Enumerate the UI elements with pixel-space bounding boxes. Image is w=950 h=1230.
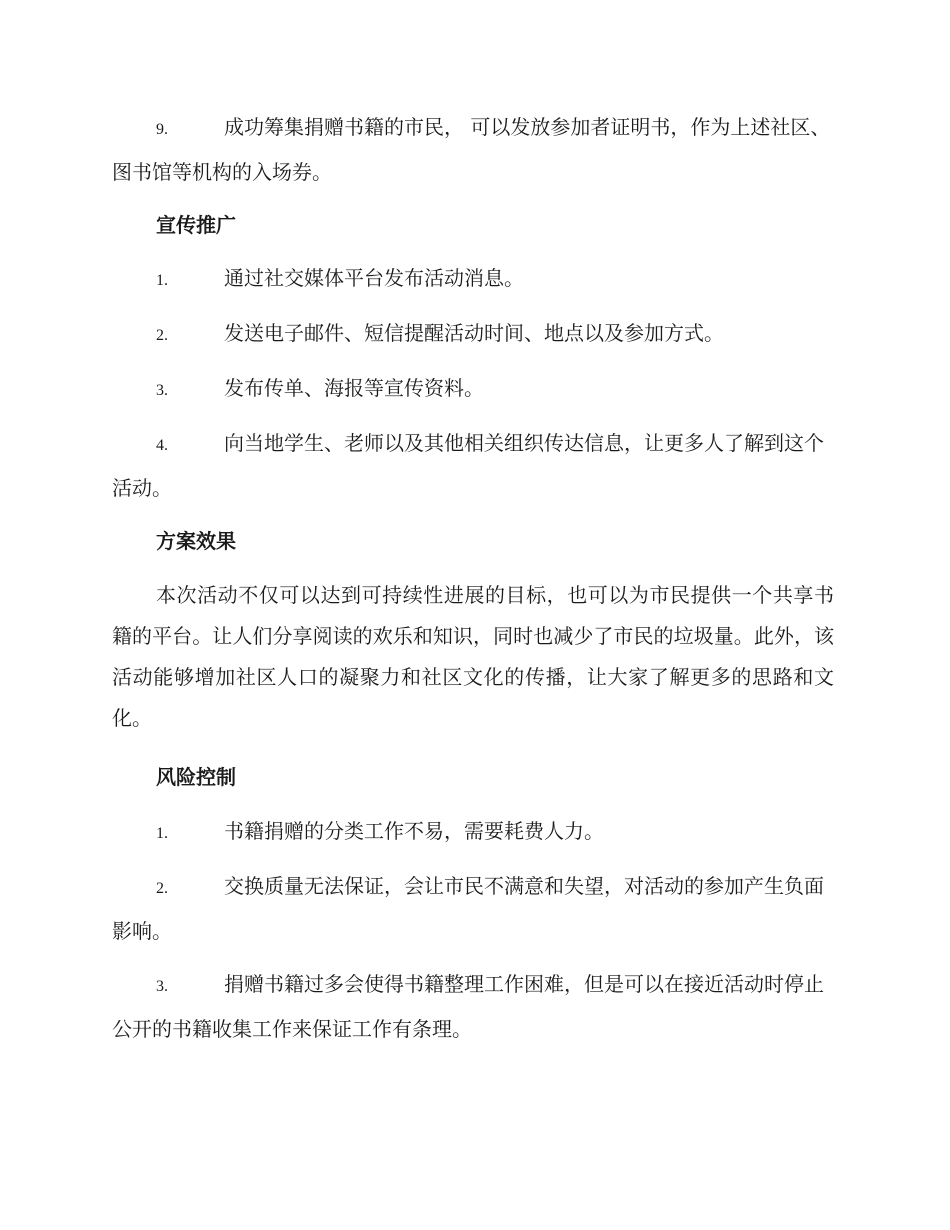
list-item bbox=[112, 312, 834, 357]
section-heading-effect: 方案效果 bbox=[156, 529, 236, 553]
list-item bbox=[112, 106, 834, 194]
list-item bbox=[112, 367, 834, 412]
list-item-text: 发布传单、海报等宣传资料。 bbox=[224, 376, 484, 400]
list-item bbox=[112, 963, 834, 1051]
list-item-number: 2. bbox=[156, 327, 168, 344]
effect-paragraph: 本次活动不仅可以达到可持续性进展的目标，也可以为市民提供一个共享书籍的平台。让人们分享阅读的欢乐和知识，同时也减少了市民的垃圾量。此外，该活动能够增加社区人口的凝聚力和社区文化的传播，让大家了解更多的思路和文化。 bbox=[112, 583, 834, 730]
section-heading-promotion: 宣传推广 bbox=[156, 213, 236, 237]
list-item-text: 通过社交媒体平台发布活动消息。 bbox=[224, 266, 524, 290]
list-item-number: 3. bbox=[156, 382, 168, 399]
list-item bbox=[112, 865, 834, 953]
list-item bbox=[112, 257, 834, 302]
list-item-number: 3. bbox=[156, 978, 168, 995]
list-item-number: 1. bbox=[156, 825, 168, 842]
list-item-number: 9. bbox=[156, 121, 168, 138]
list-item-text: 交换质量无法保证，会让市民不满意和失望，对活动的参加产生负面影响。 bbox=[112, 874, 824, 943]
list-item-number: 2. bbox=[156, 880, 168, 897]
list-item-text: 发送电子邮件、短信提醒活动时间、地点以及参加方式。 bbox=[224, 321, 724, 345]
list-item-text: 向当地学生、老师以及其他相关组织传达信息，让更多人了解到这个活动。 bbox=[112, 431, 824, 500]
section-heading-risk: 风险控制 bbox=[156, 765, 236, 789]
list-item-text: 捐赠书籍过多会使得书籍整理工作困难，但是可以在接近活动时停止公开的书籍收集工作来保证工作有条理。 bbox=[112, 972, 824, 1041]
list-item-text: 书籍捐赠的分类工作不易，需要耗费人力。 bbox=[224, 819, 604, 843]
list-item bbox=[112, 422, 834, 510]
list-item-number: 1. bbox=[156, 272, 168, 289]
list-item-text: 成功筹集捐赠书籍的市民， 可以发放参加者证明书，作为上述社区、图书馆等机构的入场券。 bbox=[112, 115, 831, 184]
list-item bbox=[112, 810, 834, 855]
list-item-number: 4. bbox=[156, 437, 168, 454]
